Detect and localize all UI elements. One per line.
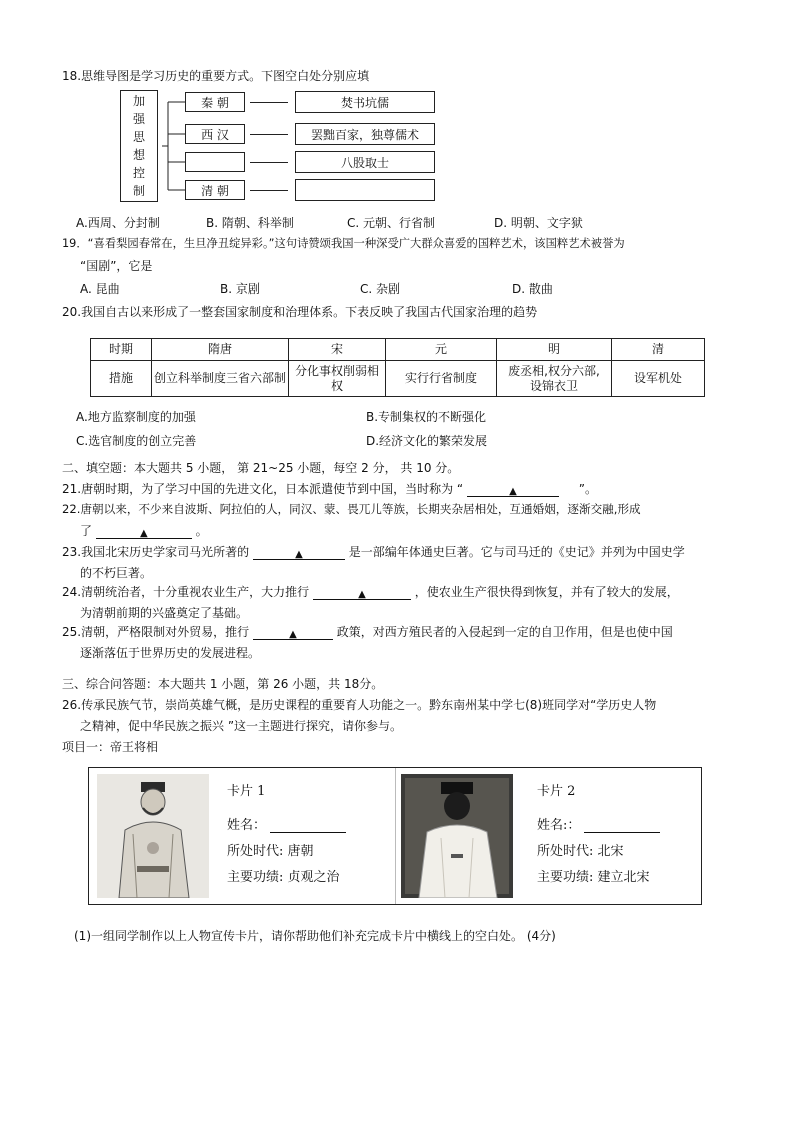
name-label: 姓名:： (537, 818, 581, 833)
merit-value: 贞观之治 (287, 870, 340, 885)
table-header-cell: 隋唐 (152, 339, 289, 361)
merit-label: 主要功绩: (537, 870, 594, 885)
q19-option-b[interactable]: B. 京剧 (220, 282, 260, 296)
q22-text: 了 (80, 524, 93, 538)
root-char: 加 (132, 94, 145, 108)
q20-option-c[interactable]: C.选官制度的创立完善 (76, 434, 197, 448)
link-line (250, 134, 288, 135)
era-label: 所处时代: (227, 844, 284, 859)
triangle-icon: ▲ (358, 589, 366, 600)
q23-line2: 的不朽巨著。 (80, 566, 153, 580)
q21-text: 21.唐朝时期，为了学习中国的先进文化，日本派遣使节到中国，当时称为 “ (62, 482, 464, 496)
q20-option-a[interactable]: A.地方监察制度的加强 (76, 410, 196, 424)
q21-answer-blank[interactable] (467, 482, 559, 497)
emperor-portrait-image (97, 774, 209, 898)
q19-stem-line1: 19．“喜看梨园春常在，生旦净丑绽异彩。”这句诗赞颂我国一种深受广大群众喜爱的国粹艺术，该国粹艺术被誉为 (62, 237, 625, 250)
name-label: 姓名： (227, 818, 267, 833)
q25-text: 25.清朝，严格限制对外贸易，推行 (62, 625, 250, 639)
q24-line2: 为清朝前期的兴盛奠定了基础。 (80, 606, 249, 620)
card-2-merit-row (537, 866, 650, 885)
table-row (91, 361, 705, 397)
q20-option-b[interactable]: B.专制集权的不断强化 (366, 410, 487, 424)
q23-text: 23.我国北宋历史学家司马光所著的 (62, 545, 250, 559)
root-char: 强 (132, 112, 145, 126)
q21 (62, 481, 597, 497)
q18-stem: 18.思维导图是学习历史的重要方式。下图空白处分别应填 (62, 69, 370, 83)
q19-option-d[interactable]: D. 散曲 (512, 282, 553, 296)
q25-line1 (62, 624, 673, 640)
q23-line1 (62, 544, 685, 560)
triangle-icon: ▲ (509, 486, 517, 497)
table-header-cell: 时期 (91, 339, 152, 361)
dynasty-box-xihan: 西 汉 (185, 124, 245, 144)
policy-box-bagu: 八股取士 (295, 151, 435, 173)
q19-option-a[interactable]: A. 昆曲 (80, 282, 120, 296)
q22-line1: 22.唐朝以来，不少来自波斯、阿拉伯的人，同汉、蒙、畏兀儿等族，长期夹杂居相处，互通婚姻，逐渐交融,形成 (62, 502, 641, 516)
table-cell: 废丞相,权分六部,设锦衣卫 (497, 361, 612, 397)
card-1-era-row (227, 840, 314, 859)
card-1-title: 卡片 1 (227, 784, 266, 799)
q22-line2 (80, 523, 208, 539)
card-divider (395, 768, 396, 904)
q18-option-c[interactable]: C. 元朝、行省制 (347, 216, 436, 230)
table-header-cell: 宋 (289, 339, 386, 361)
q20-option-d[interactable]: D.经济文化的繁荣发展 (366, 434, 488, 448)
brace-connector (158, 90, 188, 202)
table-header-cell: 清 (612, 339, 705, 361)
q24-text: 24.清朝统治者，十分重视农业生产，大力推行 (62, 585, 310, 599)
card-2 (399, 768, 699, 904)
link-line (250, 102, 288, 103)
q24-text-end: ，使农业生产很快得到恢复，并有了较大的发展， (414, 585, 679, 599)
q20-stem: 20.我国自古以来形成了一整套国家制度和治理体系。下表反映了我国古代国家治理的趋势 (62, 305, 538, 319)
table-cell: 分化事权削弱相权 (289, 361, 386, 397)
triangle-icon: ▲ (295, 549, 303, 560)
triangle-icon: ▲ (289, 629, 297, 640)
root-char: 想 (132, 148, 145, 162)
q26-stem-line2: 之精神，促中华民族之振兴 ”这一主题进行探究，请你参与。 (80, 719, 403, 733)
q25-text-end: 政策，对西方殖民者的入侵起到一定的自卫作用，但是也使中国 (336, 625, 673, 639)
q22-answer-blank[interactable] (96, 524, 192, 539)
dynasty-box-qin: 秦 朝 (185, 92, 245, 112)
figure-cards (88, 767, 702, 905)
table-row-label: 措施 (91, 361, 152, 397)
q23-text-end: 是一部编年体通史巨著。它与司马迁的《史记》并列为中国史学 (348, 545, 685, 559)
governance-table (90, 338, 705, 397)
section3-title: 三、综合问答题：本大题共 1 小题，第 26 小题，共 18分。 (62, 677, 384, 691)
table-cell: 实行行省制度 (386, 361, 497, 397)
triangle-icon: ▲ (139, 528, 148, 539)
root-char: 思 (132, 130, 145, 144)
table-header-cell: 明 (497, 339, 612, 361)
q24-answer-blank[interactable] (313, 585, 411, 600)
table-cell: 创立科举制度三省六部制 (152, 361, 289, 397)
q18-option-b[interactable]: B. 隋朝、科举制 (206, 216, 294, 230)
q19-option-c[interactable]: C. 杂剧 (360, 282, 401, 296)
q24-line1 (62, 584, 679, 600)
q25-answer-blank[interactable] (253, 625, 333, 640)
root-char: 制 (132, 184, 145, 198)
card-2-title: 卡片 2 (537, 784, 576, 799)
link-line (250, 190, 288, 191)
card-2-era-row (537, 840, 624, 859)
card-1-name-row (227, 814, 346, 833)
root-char: 控 (132, 166, 145, 180)
q22-text-end: 。 (195, 524, 208, 538)
project-title: 项目一：帝王将相 (62, 740, 159, 754)
link-line (250, 162, 288, 163)
q26-sub1: (1)一组同学制作以上人物宣传卡片，请你帮助他们补充完成卡片中横线上的空白处。 (4分) (74, 929, 556, 943)
table-header-cell: 元 (386, 339, 497, 361)
emperor-portrait-image (401, 774, 513, 898)
q19-stem-line2: “国剧”，它是 (80, 259, 153, 273)
card-2-name-blank[interactable] (584, 818, 660, 833)
mind-map-root (120, 90, 158, 202)
merit-label: 主要功绩: (227, 870, 284, 885)
card-2-name-row (537, 814, 660, 833)
q25-line2: 逐渐落伍于世界历史的发展进程。 (80, 646, 261, 660)
era-value: 北宋 (597, 844, 624, 859)
q26-stem-line1: 26.传承民族气节，崇尚英雄气概，是历史课程的重要育人功能之一。黔东南州某中学七(8)班同学对“学历史人物 (62, 698, 657, 712)
era-label: 所处时代: (537, 844, 594, 859)
q23-answer-blank[interactable] (253, 545, 345, 560)
policy-box-blank (295, 179, 435, 201)
era-value: 唐朝 (287, 844, 314, 859)
q18-mind-map (120, 90, 440, 202)
section2-title: 二、填空题：本大题共 5 小题， 第 21~25 小题，每空 2 分， 共 10 分。 (62, 461, 460, 475)
policy-box-fenshu: 焚书坑儒 (295, 91, 435, 113)
card-1-merit-row (227, 866, 340, 885)
card-1-name-blank[interactable] (270, 818, 346, 833)
q21-text-end: ”。 (578, 482, 597, 496)
q18-option-a[interactable]: A.西周、分封制 (76, 216, 160, 230)
table-header-row (91, 339, 705, 361)
dynasty-box-blank (185, 152, 245, 172)
dynasty-box-qing: 清 朝 (185, 180, 245, 200)
table-cell: 设军机处 (612, 361, 705, 397)
policy-box-duzun: 罢黜百家，独尊儒术 (295, 123, 435, 145)
card-1 (89, 768, 389, 904)
q18-option-d[interactable]: D. 明朝、文字狱 (494, 216, 583, 230)
merit-value: 建立北宋 (597, 870, 650, 885)
